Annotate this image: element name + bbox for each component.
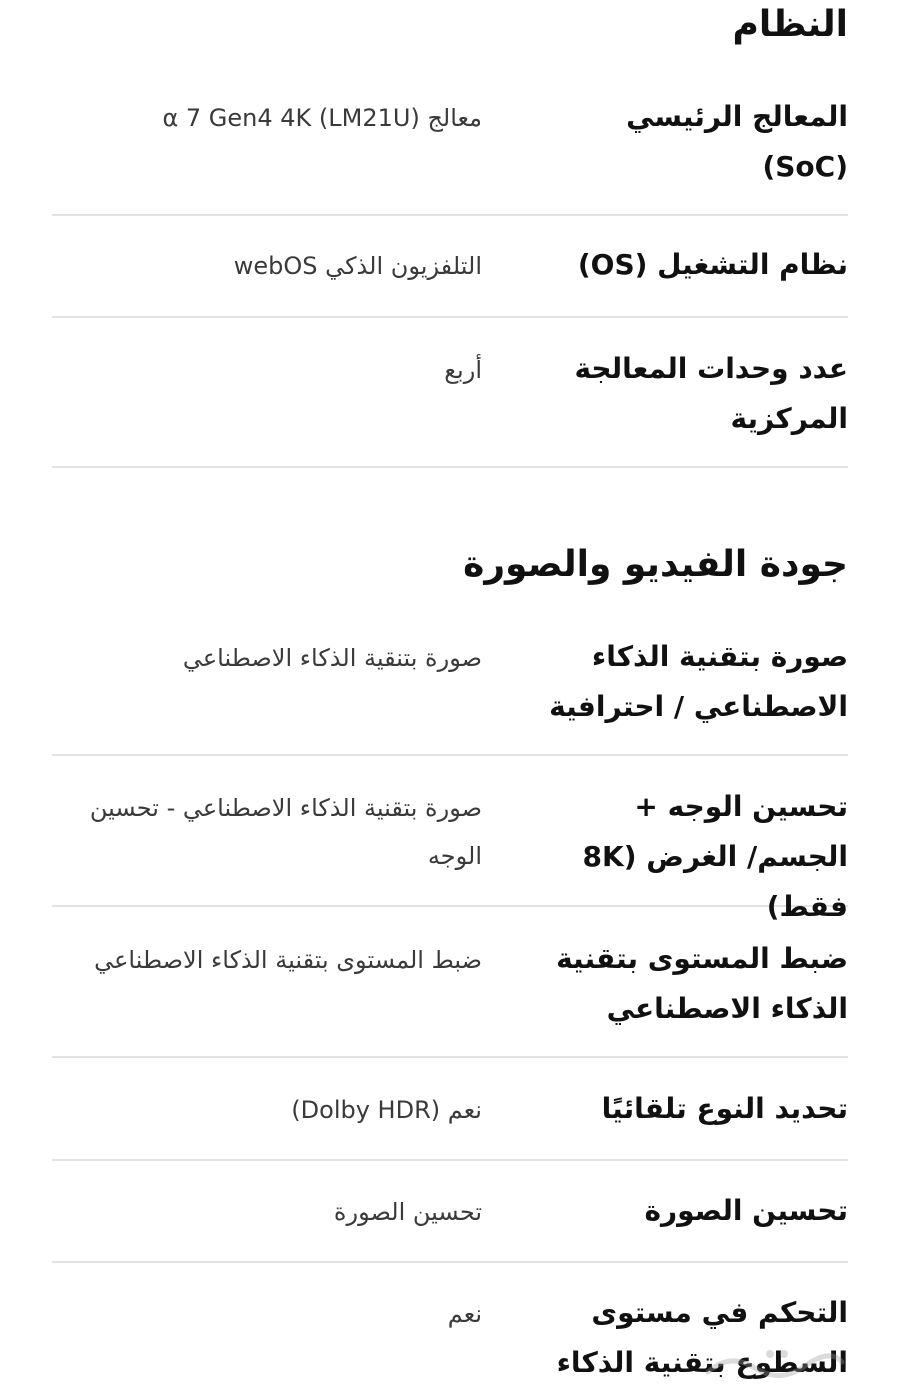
spec-row-soc bbox=[52, 92, 848, 216]
spec-value: التلفزيون الذكي webOS bbox=[233, 252, 482, 280]
section-title-system: النظام bbox=[732, 4, 848, 45]
spec-value: تحسين الصورة bbox=[333, 1198, 482, 1226]
spec-row-picture-enhance bbox=[52, 1186, 848, 1263]
spec-label: عدد وحدات المعالجة المركزية bbox=[574, 352, 848, 435]
watermark-logo bbox=[700, 1340, 850, 1385]
spec-value: صورة بتنقية الذكاء الاصطناعي bbox=[182, 644, 482, 672]
spec-label: نظام التشغيل (OS) bbox=[577, 248, 848, 281]
spec-row-auto-genre bbox=[52, 1084, 848, 1161]
spec-row-ai-level bbox=[52, 934, 848, 1058]
spec-row-ai-picture bbox=[52, 632, 848, 756]
spec-value: نعم bbox=[447, 1300, 482, 1328]
spec-row-cpu-count bbox=[52, 344, 848, 468]
spec-label: المعالج الرئيسي (SoC) bbox=[626, 100, 848, 183]
spec-value: معالج α 7 Gen4 4K (LM21U) bbox=[162, 104, 482, 132]
spec-row-os bbox=[52, 240, 848, 318]
spec-label: تحديد النوع تلقائيًا bbox=[601, 1092, 848, 1125]
section-title-video: جودة الفيديو والصورة bbox=[463, 544, 848, 585]
spec-value: نعم (Dolby HDR) bbox=[291, 1096, 482, 1124]
spec-row-face-body bbox=[52, 782, 848, 923]
spec-value: ضبط المستوى بتقنية الذكاء الاصطناعي bbox=[94, 946, 482, 974]
spec-label: تحسين الصورة bbox=[644, 1194, 848, 1227]
spec-label: ضبط المستوى بتقنية الذكاء الاصطناعي bbox=[556, 942, 848, 1025]
spec-value: أربع bbox=[444, 356, 482, 384]
spec-value: صورة بتقنية الذكاء الاصطناعي - تحسين الوجه bbox=[89, 794, 482, 870]
spec-label: التحكم في مستوى السطوع بتقنية الذكاء bbox=[556, 1296, 848, 1379]
spec-label: تحسين الوجه + الجسم/ الغرض (8K فقط) bbox=[582, 790, 848, 923]
spec-label: صورة بتقنية الذكاء الاصطناعي / احترافية bbox=[549, 640, 848, 723]
